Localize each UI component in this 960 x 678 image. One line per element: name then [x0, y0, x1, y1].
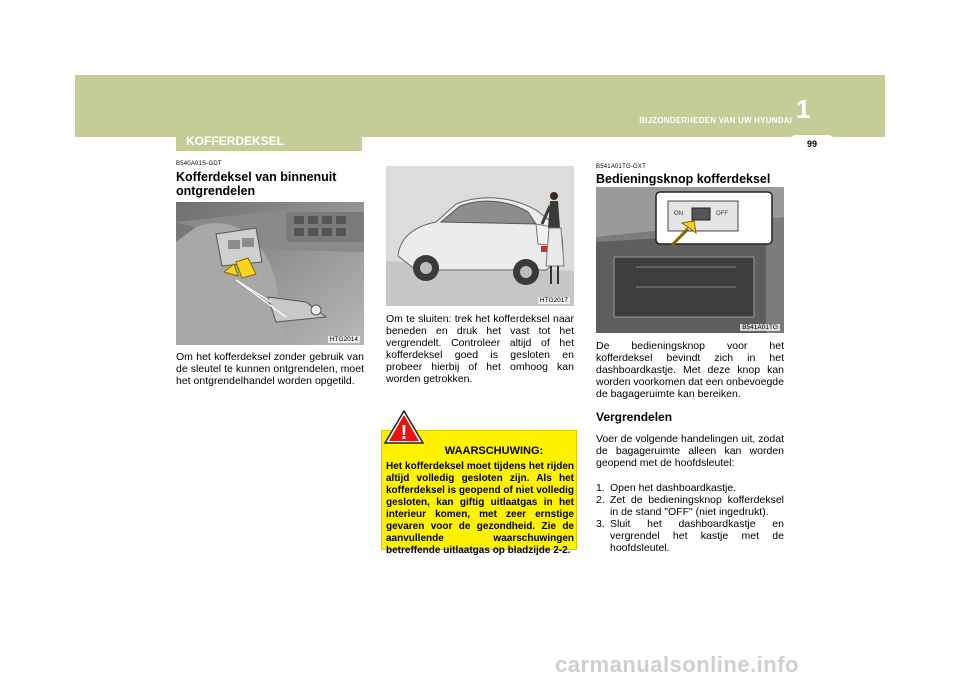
trunk-release-photo: [176, 202, 364, 345]
step-text: Open het dashboardkastje.: [610, 482, 737, 494]
section-heading: Bedieningsknop kofferdeksel: [596, 172, 771, 186]
header-band: [75, 75, 885, 137]
chapter-number: 1: [796, 94, 811, 124]
warning-text: Het kofferdeksel moet tijdens het rijden altijd volledig gesloten zijn. Als het kofferdeksel is geopend of niet volledig gesloten, kan giftig uitlaatgas in het interieur komen, met zeer ernstige gevaren voor de gezondheid. Zie de aanvullende waarschuwingen betreffende uitlaatgas op bladzijde 2-2.: [386, 461, 574, 556]
body-text: Om te sluiten: trek het kofferdeksel naar beneden en druk het vast tot het vergrendelt. Controleer altijd of het kofferdeksel goed is gesloten en probeer hierbij of het omhoog kan worden getrokken.: [386, 313, 574, 385]
warning-symbol: !: [400, 422, 408, 444]
step-text: Sluit het dashboardkastje en vergrendel het kastje met de hoofdsleutel.: [610, 518, 784, 554]
glovebox-photo: [596, 187, 784, 333]
car-illustration: [386, 166, 574, 306]
step-number: 2.: [596, 494, 605, 506]
list-item: [596, 518, 784, 554]
steps-list: [596, 482, 784, 554]
section-code: B541A01TG-GXT: [596, 164, 646, 170]
step-number: 1.: [596, 482, 605, 494]
inset-on-label: ON: [674, 211, 683, 217]
page-number: 99: [788, 135, 836, 151]
step-number: 3.: [596, 518, 605, 530]
glovebox-illustration: [596, 187, 784, 333]
section-title: KOFFERDEKSEL: [176, 129, 362, 151]
trunk-release-illustration: [176, 202, 364, 345]
section-code: B540A01S-GDT: [176, 161, 222, 167]
photo-code: HTG2017: [539, 297, 568, 304]
list-item: [596, 494, 784, 518]
photo-code: HTG2014: [329, 336, 358, 343]
subheading: Vergrendelen: [596, 410, 673, 424]
body-text: Om het kofferdeksel zonder gebruik van de sleutel te kunnen ontgrendelen, moet het ontgrendelhandel worden opgetild.: [176, 351, 364, 387]
warning-triangle-icon: [384, 410, 424, 444]
watermark: carmanualsonline.info: [555, 652, 799, 677]
step-text: Zet de bedieningsknop kofferdeksel in de stand "OFF" (niet ingedrukt).: [610, 494, 784, 518]
photo-code: B541A01TG: [742, 324, 778, 331]
intro-text: Voer de volgende handelingen uit, zodat de bagageruimte alleen kan worden geopend met de hoofdsleutel:: [596, 433, 784, 469]
inset-off-label: OFF: [716, 211, 728, 217]
warning-title: WAARSCHUWING:: [444, 445, 544, 457]
section-heading: Kofferdeksel van binnenuit ontgrendelen: [176, 170, 337, 198]
body-text: De bedieningsknop voor het kofferdeksel bevindt zich in het dashboardkastje. Met deze knop kan worden voorkomen dat een onbevoegde de bagageruimte kan bereiken.: [596, 340, 784, 400]
car-closing-trunk-photo: [386, 166, 574, 306]
warning-box: [381, 430, 577, 556]
list-item: [596, 482, 784, 494]
chapter-title: BIJZONDERHEDEN VAN UW HYUNDAI: [639, 116, 792, 125]
